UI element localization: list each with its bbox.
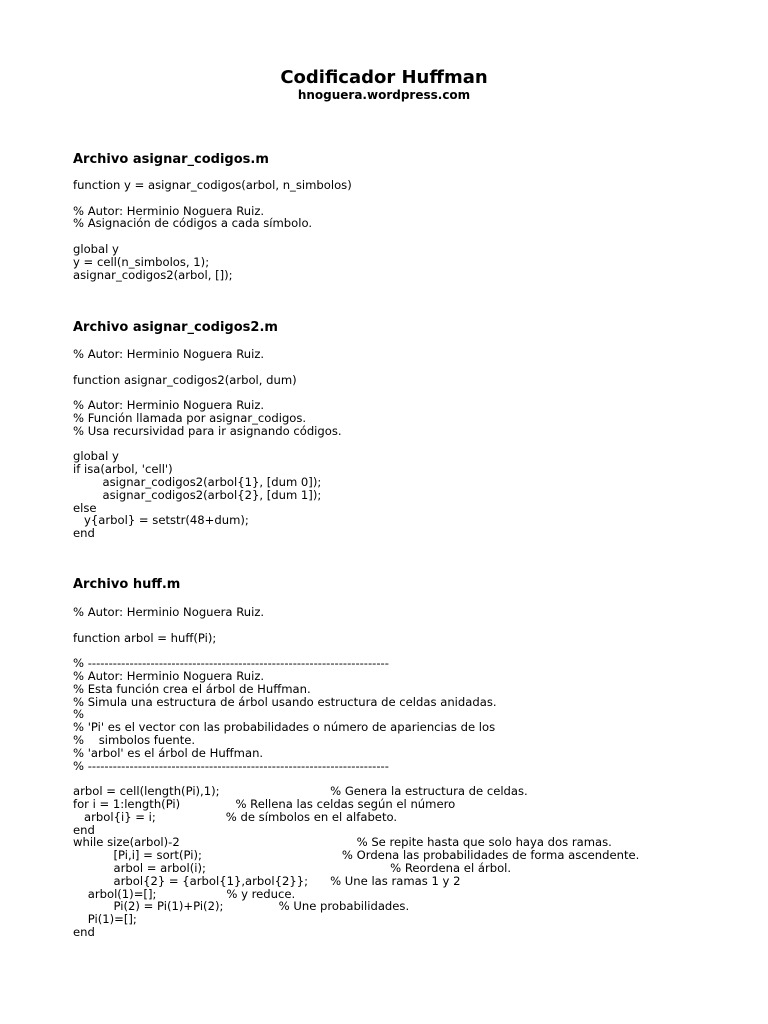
code-block-huff: % Autor: Herminio Noguera Ruiz. function arbol = huff(Pi); % ------------------------------------------------------------------------ % Autor: Herminio Noguera Ruiz. % Esta función crea el árbol de Huffman. % Simula una estructura de árbol usando estructura de celdas anidadas. % % 'Pi' es el vector con las probabilidades o número de apariencias de los % simbolos fuente. % 'arbol' es el árbol de Huffman. % ------------------------------------------------------------------------ arbol = cell(length(Pi),1); % Genera la estructura de celdas. for i = 1:length(Pi) % Rellena las celdas según el número arbol{i} = i; % de símbolos en el alfabeto. end while size(arbol)-2 % Se repite hasta que solo haya dos ramas. [Pi,i] = sort(Pi); % Ordena las probabilidades de forma ascendente. arbol = arbol(i); % Reordena el árbol. arbol{2} = {arbol{1},arbol{2}}; % Une las ramas 1 y 2 arbol(1)=[]; % y reduce. Pi(2) = Pi(1)+Pi(2); % Une probabilidades. Pi(1)=[]; end xyxy=(73,605,640,939)
document-subtitle: hnoguera.wordpress.com xyxy=(297,88,471,102)
section-heading-asignar-codigos2: Archivo asignar_codigos2.m xyxy=(73,320,278,335)
section-heading-asignar-codigos: Archivo asignar_codigos.m xyxy=(73,152,269,167)
code-block-asignar-codigos: function y = asignar_codigos(arbol, n_simbolos) % Autor: Herminio Noguera Ruiz. % Asignación de códigos a cada símbolo. global y y = cell(n_simbolos, 1); asignar_codigos2(arbol, []); xyxy=(73,178,352,282)
code-block-asignar-codigos2: % Autor: Herminio Noguera Ruiz. function asignar_codigos2(arbol, dum) % Autor: Herminio Noguera Ruiz. % Función llamada por asignar_codigos. % Usa recursividad para ir asignando códigos. global y if isa(arbol, 'cell') asignar_codigos2(arbol{1}, [dum 0]); asignar_codigos2(arbol{2}, [dum 1]); else y{arbol} = setstr(48+dum); end xyxy=(73,347,342,541)
document-title: Codificador Huffman xyxy=(280,67,488,88)
section-heading-huff: Archivo huff.m xyxy=(73,577,181,592)
